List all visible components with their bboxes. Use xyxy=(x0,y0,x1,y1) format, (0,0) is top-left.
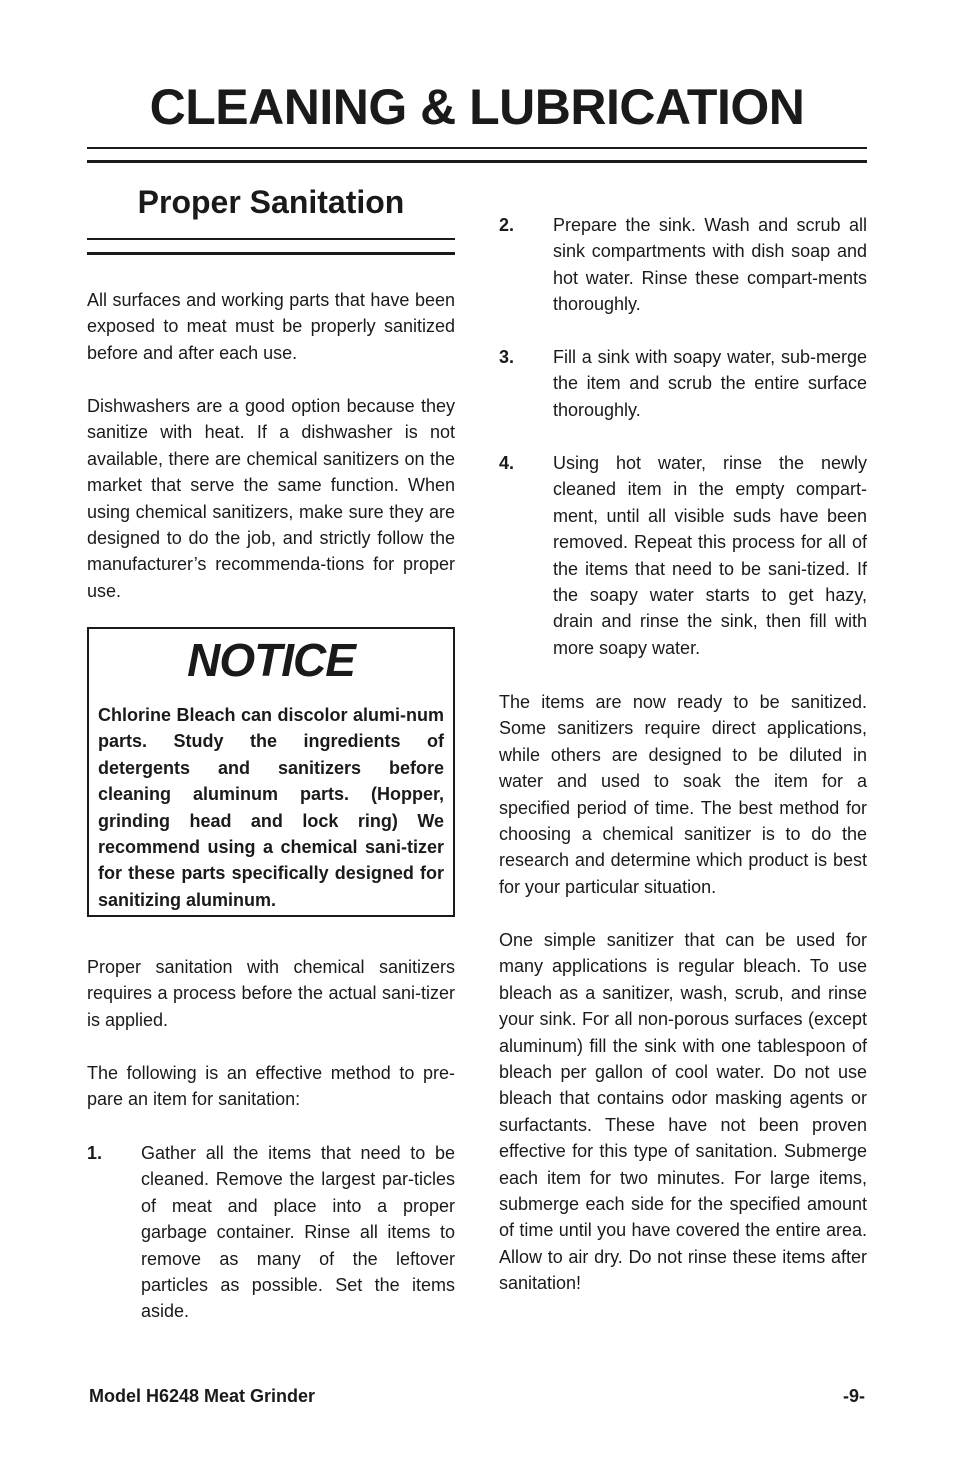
section-rule-bottom xyxy=(87,252,455,255)
step-text: Using hot water, rinse the newly cleaned item in the empty compart-ment, until all visible suds have been removed. Repeat this process for all of the items that need to be sani-tized. If the soapy water starts to get hazy, drain and rinse the sink, then fill with more soapy water. xyxy=(553,453,867,658)
step-text: Gather all the items that need to be cleaned. Remove the largest par-ticles of meat and place into a proper garbage container. Rinse all items to remove as many of the leftover particles as possible. Set the items aside. xyxy=(141,1143,455,1322)
step-number: 3. xyxy=(499,347,515,367)
notice-box xyxy=(87,627,455,917)
footer-model: Model H6248 Meat Grinder xyxy=(89,1386,316,1406)
page-title: CLEANING & LUBRICATION xyxy=(149,79,805,135)
paragraph-text: The items are now ready to be sanitized. Some sanitizers require direct applications, while others are designed to be diluted in water and used to soak the item for a specified period of time. The best method for choosing a chemical sanitizer is to do the research and determine which product is best for your particular situation. xyxy=(499,692,867,897)
notice-title: NOTICE xyxy=(187,634,355,686)
left-paragraph-2 xyxy=(87,393,455,604)
step-number: 2. xyxy=(499,215,515,235)
right-paragraph-1 xyxy=(499,689,867,900)
notice-text: Chlorine Bleach can discolor alumi-num parts. Study the ingredients of detergents and sanitizers before cleaning aluminum parts. (Hopper, grinding head and lock ring) We recommend using a chemical sani-tizer for these parts specifically designed for sanitizing aluminum. xyxy=(98,705,444,910)
step-text: Prepare the sink. Wash and scrub all sink compartments with dish soap and hot water. Rinse these compart-ments thoroughly. xyxy=(553,215,867,315)
paragraph-text: Proper sanitation with chemical sanitizers requires a process before the actual sani-tizer is applied. xyxy=(87,957,455,1030)
left-paragraph-4 xyxy=(87,1060,455,1113)
title-rule-top xyxy=(87,147,867,149)
left-paragraph-3 xyxy=(87,954,455,1033)
left-paragraph-1 xyxy=(87,287,455,366)
right-paragraph-2 xyxy=(499,927,867,1297)
section-rule-top xyxy=(87,238,455,240)
step-text: Fill a sink with soapy water, sub-merge the item and scrub the entire surface thoroughly. xyxy=(553,347,867,420)
step-number: 1. xyxy=(87,1143,103,1163)
step-number: 4. xyxy=(499,453,515,473)
title-rule-bottom xyxy=(87,160,867,163)
paragraph-text: All surfaces and working parts that have been exposed to meat must be properly sanitized before and after each use. xyxy=(87,290,455,363)
paragraph-text: The following is an effective method to pre-pare an item for sanitation: xyxy=(87,1063,455,1110)
paragraph-text: Dishwashers are a good option because they sanitize with heat. If a dishwasher is not available, there are chemical sanitizers on the market that serve the same function. When using chemical sanitizers, make sure they are designed to do the job, and strictly follow the manufacturer’s recommenda-tions for proper use. xyxy=(87,396,455,601)
footer-page-number: -9- xyxy=(843,1386,865,1406)
section-heading: Proper Sanitation xyxy=(137,184,405,220)
paragraph-text: One simple sanitizer that can be used for many applications is regular bleach. To use bleach as a sanitizer, wash, scrub, and rinse your sink. For all non-porous surfaces (except aluminum) fill the sink with one tablespoon of bleach per gallon of cool water. Do not use bleach that contains odor masking agents or surfactants. These have not been proven effective for this type of sanitation. Submerge each item for two minutes. For large items, submerge each side for the specified amount of time until you have covered the entire area. Allow to air dry. Do not rinse these items after sanitation! xyxy=(499,930,867,1294)
